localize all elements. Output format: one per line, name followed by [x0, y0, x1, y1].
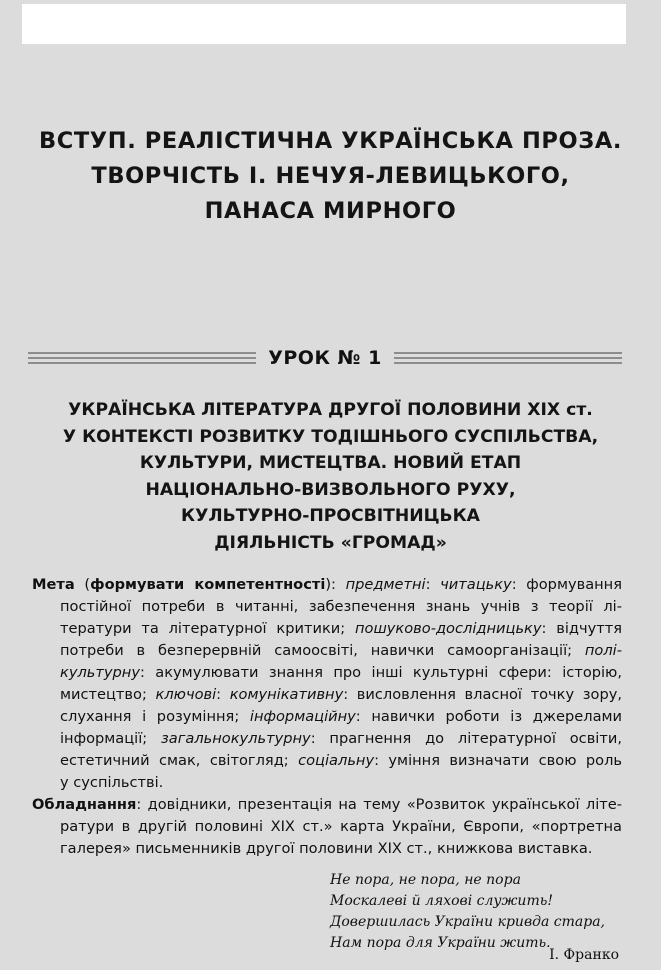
text-run: тератури та літературної критики;: [60, 620, 355, 637]
equipment-paragraph: [32, 794, 622, 860]
section-title-line: ПАНАСА МИРНОГО: [204, 198, 457, 224]
text-line: [32, 618, 622, 640]
text-run: пошуково-дослідницьку: [354, 620, 542, 637]
text-run: : акумулювати знання про інші культурні сфери: історію,: [139, 664, 622, 681]
text-run: мистецтво;: [60, 686, 156, 703]
epigraph-author: І. Франко: [549, 947, 619, 963]
text-run: (: [74, 576, 91, 593]
text-run: інформації;: [60, 730, 162, 747]
text-run: потреби в безперервній самоосвіті, навички самоорганізації;: [60, 642, 585, 659]
text-line: [32, 662, 622, 684]
decorative-rule-right: [394, 352, 622, 364]
section-title-line: ВСТУП. РЕАЛІСТИЧНА УКРАЇНСЬКА ПРОЗА.: [39, 128, 622, 154]
text-run: предметні: [345, 576, 426, 593]
text-run: : навички роботи із джерелами: [355, 708, 623, 725]
text-run: :: [216, 686, 230, 703]
poem-line: Москалеві й ляхові служить!: [330, 893, 553, 909]
text-run: слухання і розуміння;: [60, 708, 250, 725]
section-title-line: ТВОРЧІСТЬ І. НЕЧУЯ-ЛЕВИЦЬКОГО,: [91, 163, 570, 189]
text-line: [32, 794, 622, 816]
lesson-title-line: КУЛЬТУРИ, МИСТЕЦТВА. НОВИЙ ЕТАП: [139, 453, 522, 474]
text-run: : уміння визначати свою роль: [374, 752, 622, 769]
text-line: [32, 640, 622, 662]
text-run: комунікативну: [229, 686, 344, 703]
top-blank-strip: [22, 4, 626, 44]
lesson-title: [0, 397, 661, 557]
lesson-label: УРОК № 1: [268, 347, 382, 369]
equipment-label: Обладнання: [32, 796, 137, 813]
meta-paragraph: [32, 574, 622, 794]
text-line: [32, 574, 622, 596]
text-run: ):: [325, 576, 346, 593]
text-run: : формування: [511, 576, 623, 593]
text-run: : довідники, презентація на тему «Розвиток української літе-: [136, 796, 622, 813]
text-run: : висловлення власної точку зору,: [343, 686, 622, 703]
lesson-title-line: ДІЯЛЬНІСТЬ «ГРОМАД»: [214, 532, 447, 553]
text-run: читацьку: [440, 576, 512, 593]
lesson-title-line: КУЛЬТУРНО-ПРОСВІТНИЦЬКА: [181, 506, 480, 527]
poem-line: Нам пора для України жить.: [330, 935, 551, 951]
text-line: у суспільстві.: [60, 774, 164, 791]
lesson-title-line: УКРАЇНСЬКА ЛІТЕРАТУРА ДРУГОЇ ПОЛОВИНИ XIX ст.: [68, 400, 593, 420]
lesson-title-line: НАЦІОНАЛЬНО-ВИЗВОЛЬНОГО РУХУ,: [145, 479, 516, 500]
text-line: постійної потреби в читанні, забезпечення знань учнів з теорії лі-: [60, 598, 622, 615]
decorative-rule-left: [28, 352, 256, 364]
text-line: [32, 750, 622, 772]
text-run: інформаційну: [249, 708, 356, 725]
text-run: :: [425, 576, 441, 593]
text-line: галерея» письменників другої половини XIX ст., книжкова виставка.: [60, 840, 593, 857]
text-run: : прагнення до літературної освіти,: [310, 730, 622, 747]
text-run: естетичний смак, світогляд;: [60, 752, 299, 769]
epigraph-poem: [330, 870, 630, 954]
text-run: : відчуття: [541, 620, 622, 637]
text-line: ратури в другій половині XIX ст.» карта України, Європи, «портретна: [60, 818, 622, 835]
text-run: культурну: [60, 664, 140, 681]
text-line: [32, 684, 622, 706]
poem-line: Довершилась України кривда стара,: [330, 914, 605, 930]
lesson-header: [28, 342, 622, 374]
text-line: [32, 706, 622, 728]
text-run: ключові: [155, 686, 217, 703]
text-run: соціальну: [298, 752, 375, 769]
poem-line: Не пора, не пора, не пора: [330, 872, 521, 888]
meta-label: Мета: [32, 576, 75, 593]
text-run: полі-: [584, 642, 622, 659]
text-run: формувати компетентності: [90, 576, 326, 593]
text-line: [32, 728, 622, 750]
section-title: [0, 124, 661, 229]
text-run: загальнокультурну: [161, 730, 311, 747]
lesson-title-line: У КОНТЕКСТІ РОЗВИТКУ ТОДІШНЬОГО СУСПІЛЬСТВА,: [62, 426, 599, 447]
